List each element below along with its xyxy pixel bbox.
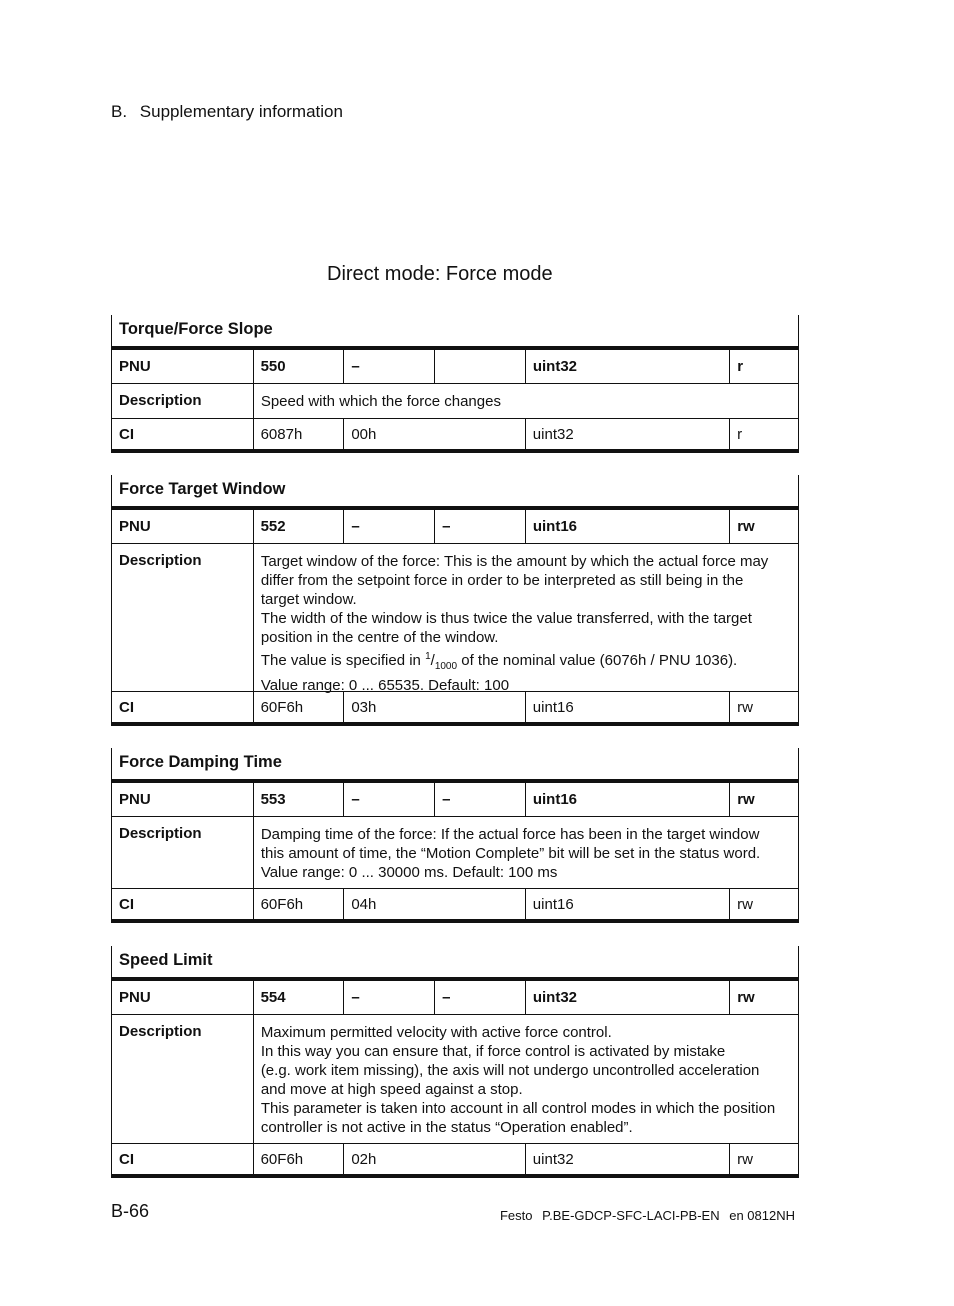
pnu-number: 552 <box>253 510 344 543</box>
section-title: Supplementary information <box>139 102 343 121</box>
ci-access: rw <box>729 1144 798 1174</box>
ci-type: uint16 <box>525 889 729 919</box>
ci-index: 60F6h <box>253 889 344 919</box>
description-line: differ from the setpoint force in order to be interpreted as still being in the <box>260 572 744 589</box>
description-line: Maximum permitted velocity with active force control. <box>260 1024 612 1041</box>
ci-label: CI <box>119 895 134 913</box>
divider <box>111 449 799 453</box>
pnu-type: uint32 <box>525 350 729 383</box>
description-text <box>253 817 798 888</box>
table-title: Torque/Force Slope <box>111 315 799 346</box>
parameter-table-torque-force-slope <box>111 315 799 453</box>
ci-label: CI <box>119 698 134 716</box>
description-row <box>111 816 799 888</box>
pnu-access: rw <box>729 783 798 816</box>
pnu-col3: – <box>343 350 434 383</box>
ci-row <box>111 691 799 722</box>
pnu-number: 554 <box>253 981 344 1014</box>
description-line: (e.g. work item missing), the axis will not undergo uncontrolled acceleration <box>260 1062 760 1079</box>
description-line: Target window of the force: This is the amount by which the actual force may <box>260 553 769 570</box>
ci-label: CI <box>119 425 134 443</box>
table-title: Speed Limit <box>111 946 799 977</box>
ci-subindex: 00h <box>343 419 524 449</box>
divider <box>111 1174 799 1178</box>
pnu-type: uint16 <box>525 783 729 816</box>
ci-type: uint16 <box>525 692 729 722</box>
description-line-fraction: The value is specified in $^1/_{1000}$ of the nominal value (6076h / PNU 1036). <box>260 651 738 672</box>
description-text <box>253 1015 798 1143</box>
description-line: and move at high speed against a stop. <box>260 1081 523 1098</box>
parameter-table-force-damping-time <box>111 748 799 923</box>
pnu-col4: – <box>434 510 525 543</box>
footer-edition: en 0812NH <box>729 1208 795 1223</box>
footer-doc-info <box>500 1208 795 1223</box>
description-line: controller is not active in the status “Operation enabled”. <box>260 1119 633 1136</box>
pnu-col4: – <box>434 783 525 816</box>
description-line: In this way you can ensure that, if force control is activated by mistake <box>260 1043 726 1060</box>
pnu-col3: – <box>343 510 434 543</box>
parameter-table-force-target-window <box>111 475 799 726</box>
table-title: Force Target Window <box>111 475 799 506</box>
pnu-row <box>111 981 799 1014</box>
pnu-access: rw <box>729 510 798 543</box>
section-heading: Direct mode: Force mode <box>327 263 553 285</box>
ci-row <box>111 418 799 449</box>
pnu-number: 553 <box>253 783 344 816</box>
pnu-label: PNU <box>119 358 151 375</box>
description-line: Speed with which the force changes <box>260 393 501 410</box>
description-row <box>111 543 799 694</box>
ci-index: 60F6h <box>253 692 344 722</box>
section-letter: B. <box>111 102 128 121</box>
pnu-row <box>111 783 799 816</box>
ci-access: rw <box>729 692 798 722</box>
ci-access: rw <box>729 889 798 919</box>
ci-index: 6087h <box>253 419 344 449</box>
pnu-access: rw <box>729 981 798 1014</box>
description-label: Description <box>119 825 202 842</box>
ci-label: CI <box>119 1150 134 1168</box>
ci-type: uint32 <box>525 419 729 449</box>
description-line: Damping time of the force: If the actual force has been in the target window <box>260 826 760 843</box>
description-row <box>111 1014 799 1143</box>
ci-type: uint32 <box>525 1144 729 1174</box>
running-header <box>111 102 343 122</box>
description-row <box>111 383 799 418</box>
ci-subindex: 02h <box>343 1144 524 1174</box>
description-label: Description <box>119 392 202 409</box>
description-text <box>253 544 798 694</box>
description-line: Value range: 0 ... 30000 ms. Default: 100 ms <box>260 864 558 881</box>
description-line: Value range: 0 ... 65535. Default: 100 <box>260 677 510 694</box>
pnu-row <box>111 510 799 543</box>
footer-doc-id: P.BE-GDCP-SFC-LACI-PB-EN <box>542 1208 720 1223</box>
pnu-number: 550 <box>253 350 344 383</box>
footer-brand: Festo <box>499 1208 533 1223</box>
ci-row <box>111 1143 799 1174</box>
description-line: this amount of time, the “Motion Complete” bit will be set in the status word. <box>260 845 761 862</box>
pnu-label: PNU <box>119 518 151 535</box>
pnu-label: PNU <box>119 791 151 808</box>
table-title: Force Damping Time <box>111 748 799 779</box>
divider <box>111 919 799 923</box>
pnu-col4: – <box>434 981 525 1014</box>
pnu-col3: – <box>343 981 434 1014</box>
description-line: The width of the window is thus twice the value transferred, with the target <box>260 610 752 627</box>
description-text <box>253 384 798 418</box>
parameter-table-speed-limit <box>111 946 799 1178</box>
pnu-type: uint32 <box>525 981 729 1014</box>
ci-subindex: 03h <box>343 692 524 722</box>
divider <box>111 722 799 726</box>
description-line: position in the centre of the window. <box>260 629 499 646</box>
pnu-col4 <box>434 350 525 383</box>
ci-row <box>111 888 799 919</box>
ci-index: 60F6h <box>253 1144 344 1174</box>
pnu-row <box>111 350 799 383</box>
pnu-label: PNU <box>119 989 151 1006</box>
description-label: Description <box>119 552 202 569</box>
description-line: target window. <box>260 591 357 608</box>
description-line: This parameter is taken into account in all control modes in which the position <box>260 1100 776 1117</box>
pnu-col3: – <box>343 783 434 816</box>
pnu-access: r <box>729 350 798 383</box>
description-label: Description <box>119 1023 202 1040</box>
page-number: B-66 <box>111 1201 150 1221</box>
pnu-type: uint16 <box>525 510 729 543</box>
ci-subindex: 04h <box>343 889 524 919</box>
ci-access: r <box>729 419 798 449</box>
